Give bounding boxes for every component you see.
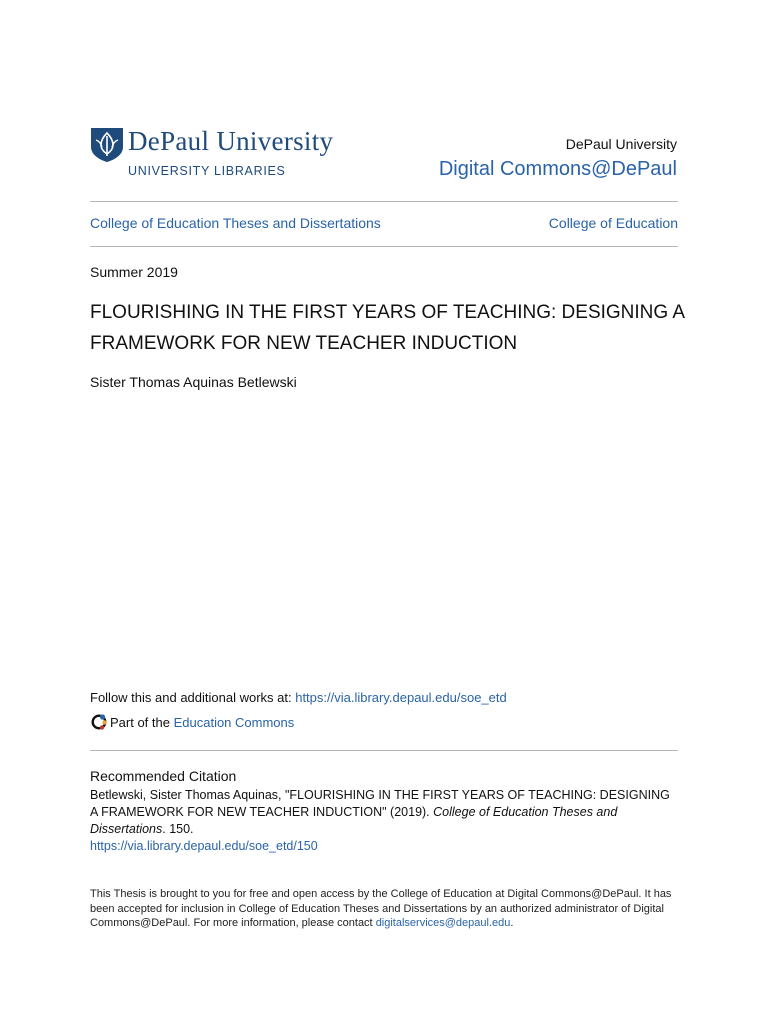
education-commons-link[interactable]: Education Commons <box>173 715 295 730</box>
part-of-label: Part of the <box>110 715 174 730</box>
citation-text <box>90 787 678 855</box>
citation-series: College of Education Theses and Dissertations <box>90 805 618 836</box>
collection-url-link[interactable]: https://via.library.depaul.edu/soe_etd <box>295 690 507 705</box>
part-of-line <box>90 713 294 731</box>
logo-wordmark: DePaul University <box>128 126 334 156</box>
depaul-logo <box>90 127 370 179</box>
divider <box>90 750 678 751</box>
citation-number: . 150. <box>162 822 194 836</box>
logo-subtext: UNIVERSITY LIBRARIES <box>128 164 286 178</box>
follow-label: Follow this and additional works at: <box>90 690 296 705</box>
repository-link[interactable]: Digital Commons@DePaul <box>438 158 677 180</box>
collection-link[interactable]: College of Education Theses and Dissertations <box>90 215 381 231</box>
depaul-shield-icon <box>90 127 124 163</box>
citation-heading: Recommended Citation <box>90 768 237 784</box>
citation-url-link[interactable]: https://via.library.depaul.edu/soe_etd/150 <box>90 839 318 853</box>
divider <box>90 201 678 202</box>
follow-line <box>90 690 507 705</box>
header-right <box>439 136 677 181</box>
author-name: Sister Thomas Aquinas Betlewski <box>90 374 297 390</box>
citation-main: Betlewski, Sister Thomas Aquinas, "FLOURISHING IN THE FIRST YEARS OF TEACHING: DESIGNING A FRAMEWORK FOR NEW TEACHER INDUCTION" (2019). <box>90 788 670 819</box>
paper-title: FLOURISHING IN THE FIRST YEARS OF TEACHING: DESIGNING A FRAMEWORK FOR NEW TEACHER INDUCTION <box>90 302 685 354</box>
contact-email-link[interactable]: digitalservices@depaul.edu <box>375 917 511 929</box>
access-notice-text: This Thesis is brought to you for free and open access by the College of Education at Digital Commons@DePaul. It has been accepted for inclusion in College of Education Theses and Dissertations by an authorized administrator of Digital Commons@DePaul. For more information, please contact <box>90 888 672 929</box>
access-notice-end: . <box>510 917 514 929</box>
college-link[interactable]: College of Education <box>548 215 678 231</box>
divider <box>90 246 678 247</box>
bepress-commons-icon <box>90 713 108 731</box>
access-notice <box>90 887 678 931</box>
publication-date: Summer 2019 <box>90 264 178 280</box>
institution-name: DePaul University <box>565 136 677 152</box>
